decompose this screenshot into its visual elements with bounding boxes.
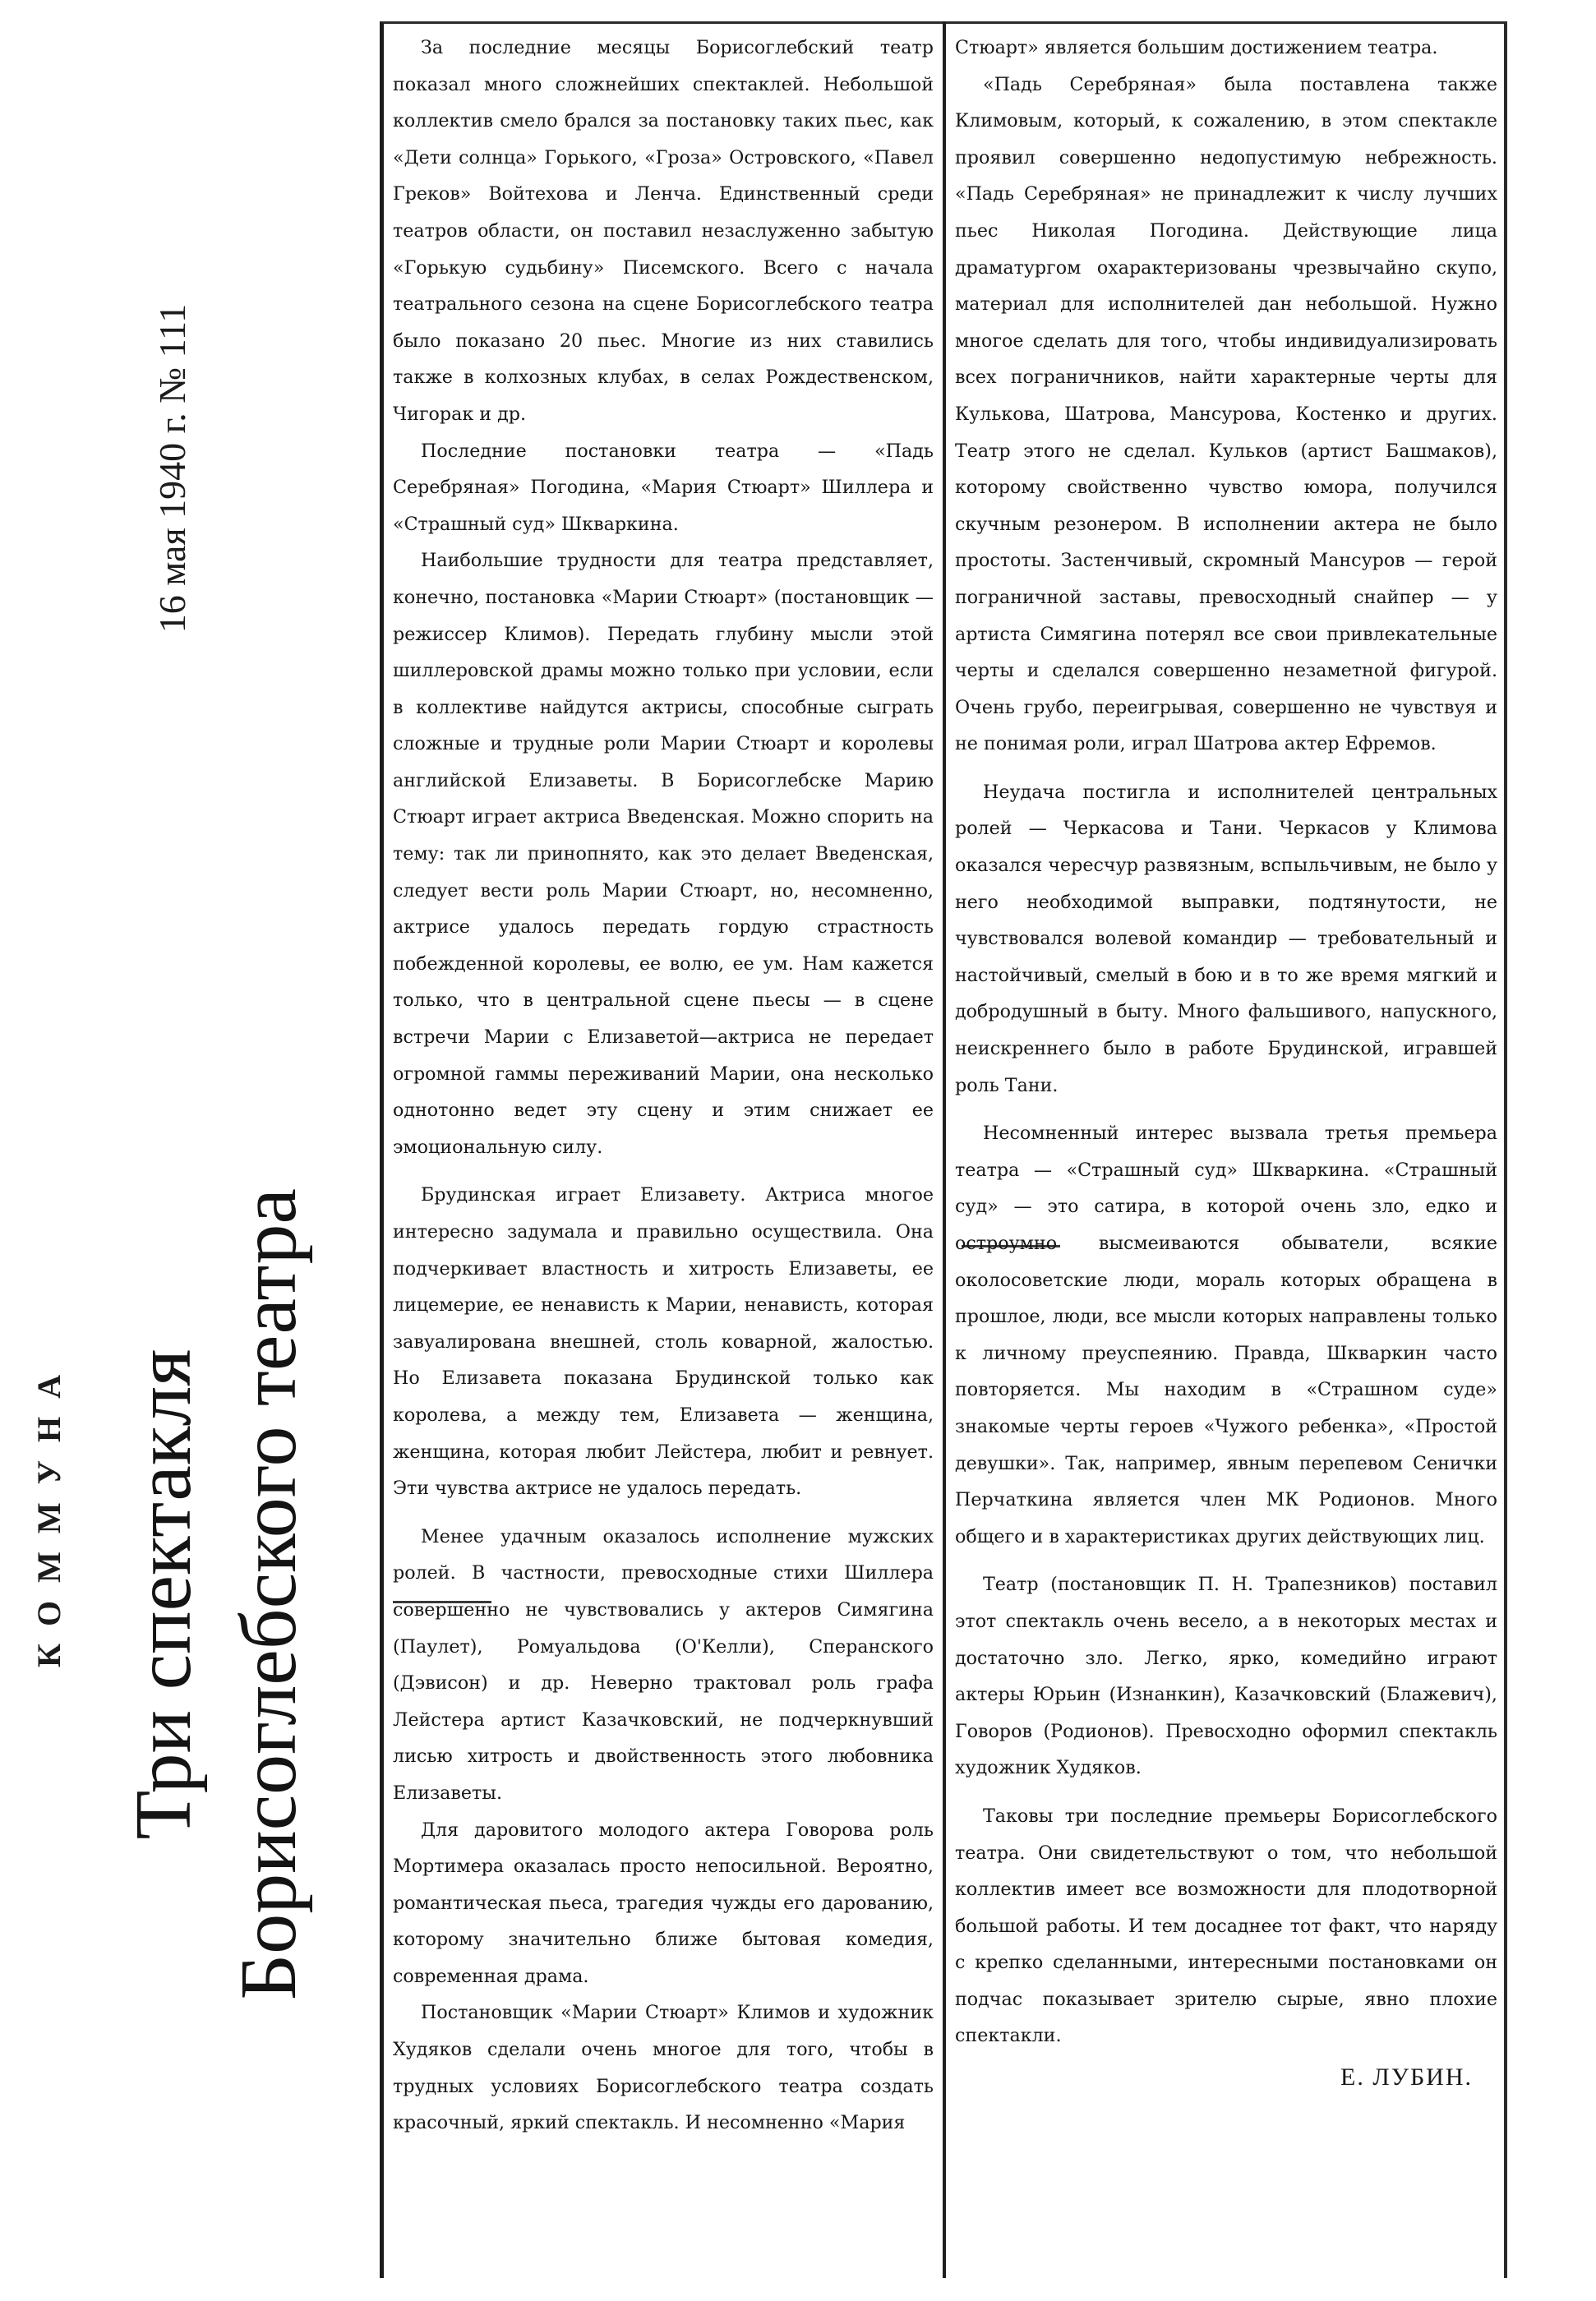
author-signature: Е. ЛУБИН. — [1340, 2064, 1473, 2091]
article-headline — [111, 978, 357, 2211]
headline-line-1: Три спектакля — [119, 1349, 208, 1840]
article-paragraph: Неудача постигла и исполнителей центральных ролей — Черкасова и Тани. Черкасов у Климова оказался чересчур развязным, вспыльчивым, не было у него необходимой выправки, подтянутости, не чувствовался волевой командир — требовательный и настойчивый, смелый в бою и в то же время мягкий и добродушный в быту. Много фальшивого, напускного, неискреннего было в работе Брудинской, игравшей роль Тани. — [955, 781, 1497, 1096]
article-paragraph: Таковы три последние премьеры Борисоглебского театра. Они свидетельствуют о том, что небольшой коллектив имеет все возможности для плодотворной большой работы. И тем досаднее тот факт, что наряду с крепко сделанными, интересными постановками он подчас показывает зрителю сырые, явно плохие спектакли. — [955, 1805, 1497, 2047]
newspaper-name: КОММУНА — [30, 1357, 67, 1667]
article-paragraph: «Падь Серебряная» была поставлена также Климовым, который, к сожалению, в этом спектакле проявил совершенно недопустимую небрежность. «Падь Серебряная» не принадлежит к числу лучших пьес Николая Погодина. Действующие лица драматургом охарактеризованы чрезвычайно скупо, материал для исполнителей дан небольшой. Нужно многое сделать для того, чтобы индивидуализировать всех пограничников, найти характерные черты для Кулькова, Шатрова, Мансурова, Костенко и других. Театр этого не сделал. Кульков (артист Башмаков), которому свойственно чувство юмора, получился скучным резонером. В исполнении актера не было простоты. Застенчивый, скромный Мансуров — герой пограничной заставы, превосходный снайпер — у артиста Симягина потерял все свои привлекательные черты и сделался совершенно незаметной фигурой. Очень грубо, переигрывая, совершенно не чувствуя и не понимая роли, играл Шатрова актер Ефремов. — [955, 73, 1497, 755]
article-paragraph: За последние месяцы Борисоглебский театр показал много сложнейших спектаклей. Небольшой коллектив смело брался за постановку таких пьес, как «Дети солнца» Горького, «Гроза» Островского, «Павел Греков» Войтехова и Ленча. Единственный среди театров области, он поставил незаслуженно забытую «Горькую судьбину» Писемского. Всего с начала театрального сезона на сцене Борисоглебского театра было показано 20 пьес. Многие из них ставились также в колхозных клубах, в селах Рождественском, Чигорак и др. — [393, 37, 934, 425]
article-paragraph: Менее удачным оказалось исполнение мужских ролей. В частности, превосходные стихи Шиллера совершенно не чувствовались у актеров Симягина (Паулет), Ромуальдова (О'Келли), Сперанского (Дэвисон) и др. Неверно трактовал роль графа Лейстера артист Казачковский, не подчеркнувший лисью хитрость и двойственность этого любовника Елизаветы. — [393, 1525, 934, 1804]
article-paragraph-continued: Стюарт» является большим достижением театра. — [955, 37, 1438, 58]
article-paragraph: Театр (постановщик П. Н. Трапезников) поставил этот спектакль очень весело, а в некоторых местах и достаточно зло. Легко, ярко, комедийно играют актеры Юрьин (Изнанкин), Казачковский (Блажевич), Говоров (Родионов). Превосходно оформил спектакль художник Худяков. — [955, 1574, 1497, 1779]
article-paragraph: Для даровитого молодого актера Говорова роль Мортимера оказалась просто непосильной. Вероятно, романтическая пьеса, трагедия чужды его дарованию, которому значительно ближе бытовая комедия, современная драма. — [393, 1819, 934, 1987]
headline-container — [99, 978, 370, 2211]
headline-line-2: Борисоглебского театра — [224, 1187, 313, 2001]
article-paragraph: Постановщик «Марии Стюарт» Климов и художник Худяков сделали очень многое для того, чтобы в трудных условиях Борисоглебского театра создать красочный, яркий спектакль. И несомненно «Мария — [393, 2002, 934, 2134]
article-column-1 — [393, 30, 934, 2142]
article-paragraph: Наибольшие трудности для театра представляет, конечно, постановка «Марии Стюарт» (постановщик — режиссер Климов). Передать глубину мысли этой шиллеровской драмы можно только при условии, если в коллективе найдутся актрисы, способные сыграть сложные и трудные роли Марии Стюарт и королевы английской Елизаветы. В Борисоглебске Марию Стюарт играет актриса Введенская. Можно спорить на тему: так ли принопнято, как это делает Введенская, следует вести роль Марии Стюарт, но, несомненно, актрисе удалось передать гордую страстность побежденной королевы, ее волю, ее ум. Нам кажется только, что в центральной сцене пьесы — в сцене встречи Марии с Елизаветой—актриса не передает огромной гаммы переживаний Марии, она несколько однотонно ведет эту сцену и этим снижает ее эмоциональную силу. — [393, 550, 934, 1158]
article-paragraph: Последние постановки театра — «Падь Серебряная» Погодина, «Мария Стюарт» Шиллера и «Страшный суд» Шкваркина. — [393, 440, 934, 535]
issue-date: 16 мая 1940 г. № 111 — [151, 303, 193, 634]
article-paragraph: Несомненный интерес вызвала третья премьера театра — «Страшный суд» Шкваркина. «Страшный суд» — это сатира, в которой очень зло, едко и остроумно высмеиваются обыватели, всякие околосоветские люди, мораль которых обращена в прошлое, люди, все мысли которых направлены только к личному преуспеянию. Правда, Шкваркин часто повторяется. Мы находим в «Страшном суде» знакомые черты героев «Чужого ребенка», «Простой девушки». Так, например, явным перепевом Сенички Перчаткина является член МК Родионов. Много общего и в характеристиках других действующих лиц. — [955, 1123, 1497, 1547]
article-paragraph: Брудинская играет Елизавету. Актриса многое интересно задумала и правильно осуществила. Она подчеркивает властность и хитрость Елизаветы, ее лицемерие, ее ненависть к Марии, ненависть, которая завуалирована внешней, столь коварной, жалостью. Но Елизавета показана Брудинской только как королева, а между тем, Елизавета — женщина, женщина, которая любит Лейстера, любит и ревнует. Эти чувства актрисе не удалось передать. — [393, 1184, 934, 1500]
column-divider-rule — [943, 21, 946, 2278]
article-column-2 — [955, 30, 1497, 2096]
